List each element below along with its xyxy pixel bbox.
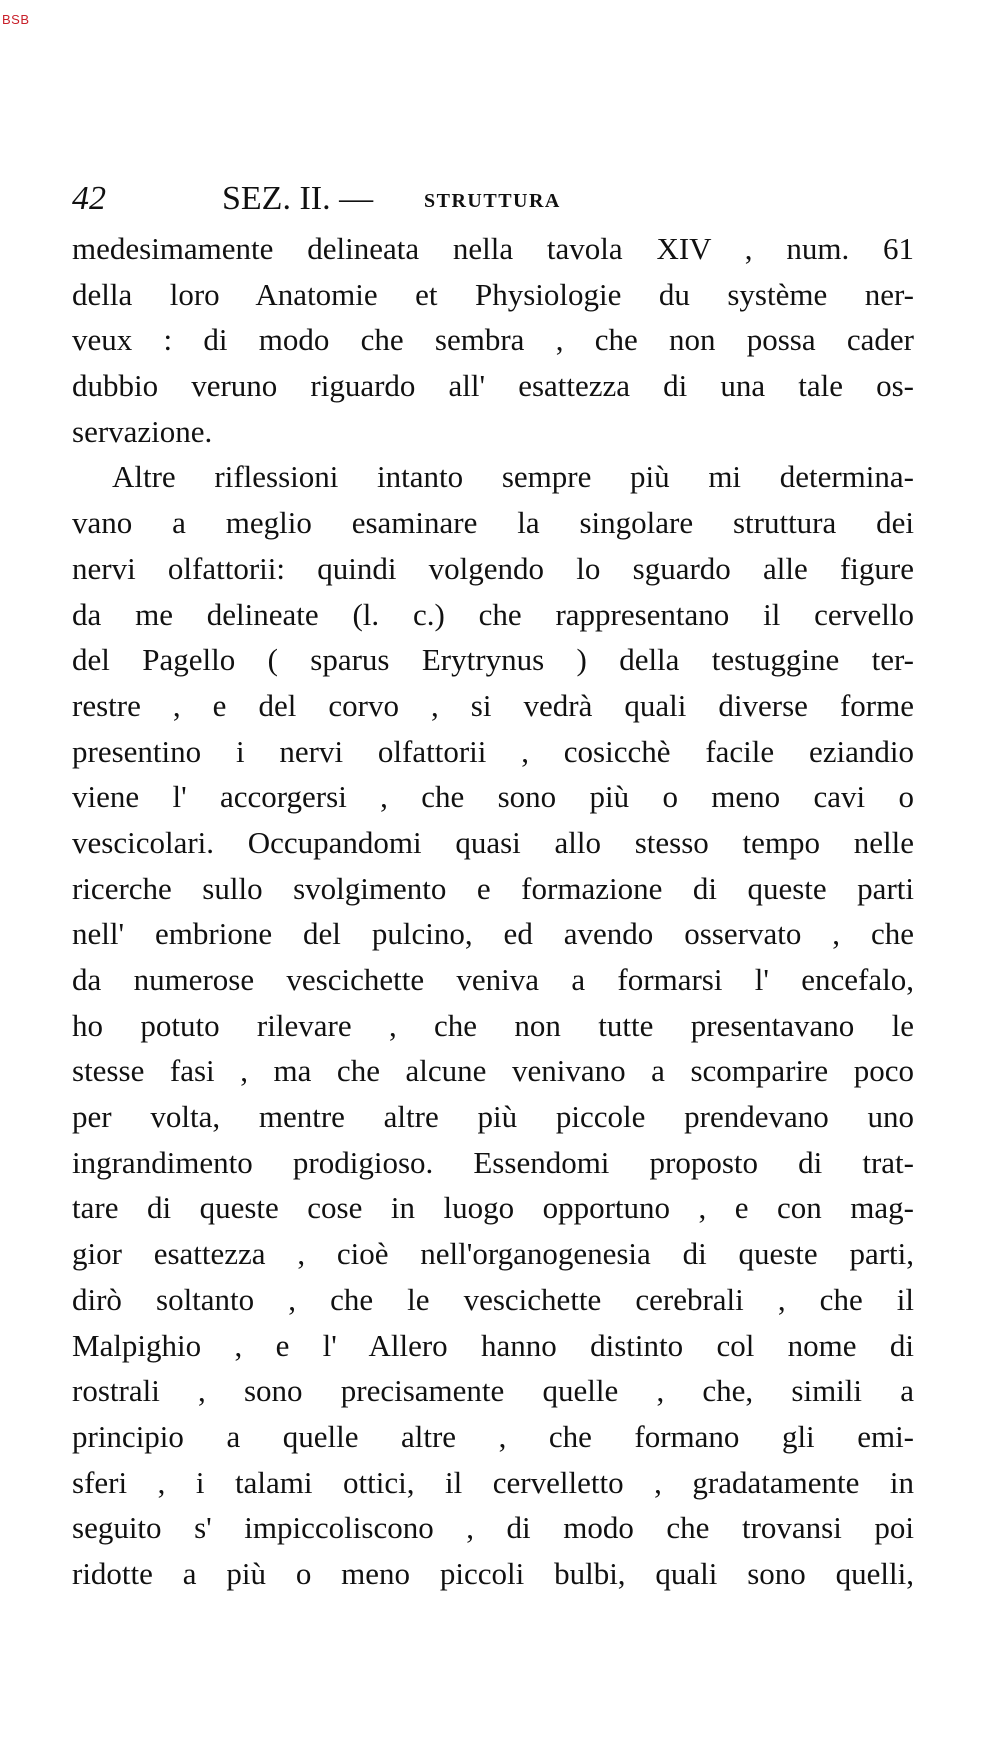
text-line: veux : di modo che sembra , che non possa cader <box>72 322 914 358</box>
text-line: dirò soltanto , che le vescichette cerebrali , che il <box>72 1281 914 1317</box>
text-line: da numerose vescichette veniva a formarsi l' encefalo, <box>72 962 914 997</box>
text-line: gior esattezza , cioè nell'organogenesia di queste parti, <box>72 1236 914 1272</box>
text-line: ricerche sullo svolgimento e formazione di queste parti <box>72 870 914 906</box>
text-line: Malpighio , e l' Allero hanno distinto col nome di <box>72 1327 914 1363</box>
text-line: seguito s' impiccoliscono , di modo che trovansi poi <box>72 1510 914 1546</box>
text-line: vano a meglio esaminare la singolare struttura dei <box>72 505 914 541</box>
text-line: nervi olfattorii: quindi volgendo lo sguardo alle figure <box>72 550 914 586</box>
text-line: sferi , i talami ottici, il cervelletto , gradatamente in <box>72 1464 914 1500</box>
section-label: SEZ. II. — <box>222 180 374 217</box>
text-line: ingrandimento prodigioso. Essendomi proposto di trat- <box>72 1144 914 1180</box>
text-line: da me delineate (l. c.) che rappresentano il cervello <box>72 596 914 632</box>
text-line: per volta, mentre altre più piccole prendevano uno <box>72 1099 914 1135</box>
text-line: del Pagello ( sparus Erytrynus ) della testuggine ter- <box>72 642 914 678</box>
text-line: vescicolari. Occupandomi quasi allo stesso tempo nelle <box>72 824 914 860</box>
text-line: dubbio veruno riguardo all' esattezza di una tale os- <box>72 368 914 404</box>
text-line: viene l' accorgersi , che sono più o meno cavi o <box>72 779 914 815</box>
text-line: medesimamente delineata nella tavola XIV , num. 61 <box>72 231 914 266</box>
text-line: restre , e del corvo , si vedrà quali diverse forme <box>72 687 914 723</box>
text-line: principio a quelle altre , che formano gli emi- <box>72 1418 914 1454</box>
text-line: servazione. <box>72 413 213 449</box>
text-line: ridotte a più o meno piccoli bulbi, quali sono quelli, <box>72 1555 914 1591</box>
text-line: ho potuto rilevare , che non tutte presentavano le <box>72 1007 914 1043</box>
library-stamp: BSB <box>2 12 30 27</box>
text-line: Altre riflessioni intanto sempre più mi determina- <box>112 459 914 495</box>
text-line: stesse fasi , ma che alcune venivano a scomparire poco <box>72 1053 914 1089</box>
text-line: della loro Anatomie et Physiologie du système ner- <box>72 276 914 312</box>
text-line: presentino i nervi olfattorii , cosicchè facile eziandio <box>72 733 914 769</box>
body-text <box>72 226 914 1597</box>
page-number: 42 <box>72 180 106 217</box>
section-title: STRUTTURA <box>424 190 561 212</box>
text-line: rostrali , sono precisamente quelle , che, simili a <box>72 1373 914 1409</box>
text-line: nell' embrione del pulcino, ed avendo osservato , che <box>72 916 914 952</box>
running-header <box>72 180 932 224</box>
text-line: tare di queste cose in luogo opportuno , e con mag- <box>72 1190 914 1226</box>
